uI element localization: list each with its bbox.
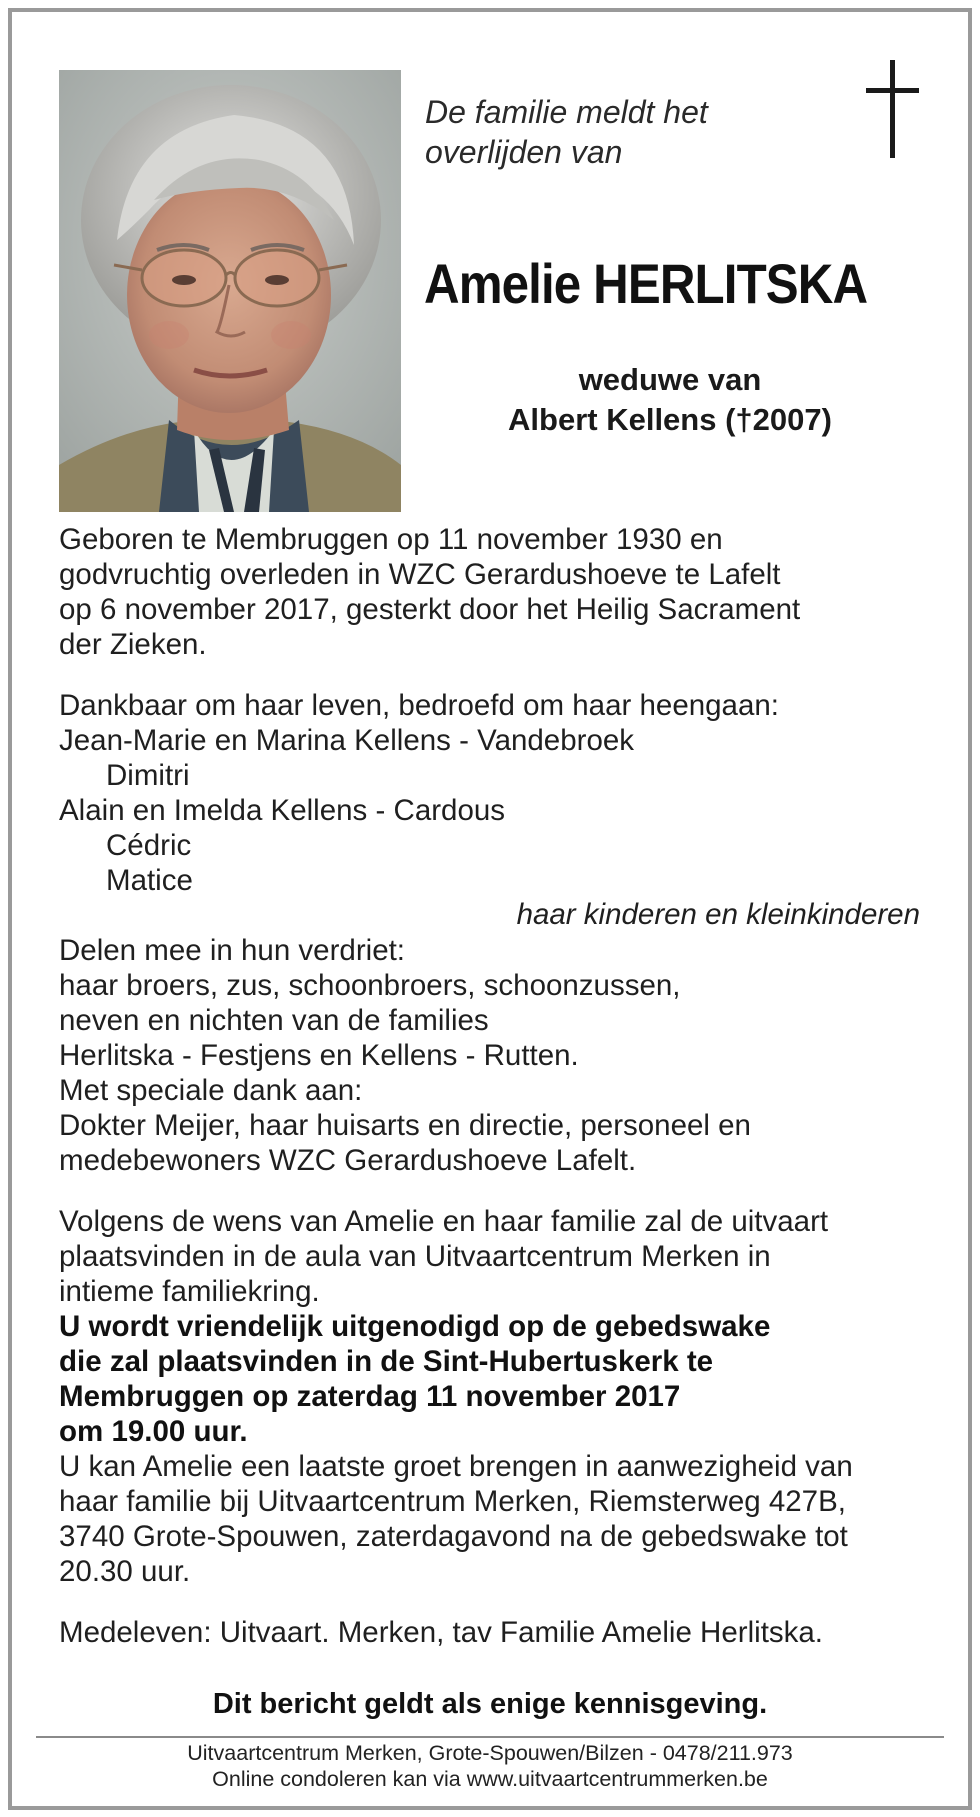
text-line: die zal plaatsvinden in de Sint-Hubertuskerk te <box>59 1345 714 1378</box>
text-line: U wordt vriendelijk uitgenodigd op de gebedswake <box>59 1310 771 1343</box>
widow-of <box>430 360 910 440</box>
grandchild-name: Cédric <box>106 829 192 862</box>
family-list <box>59 688 939 898</box>
text-line: 3740 Grote-Spouwen, zaterdagavond na de gebedswake tot <box>59 1520 848 1553</box>
widow-label: weduwe van <box>578 362 762 397</box>
condolence-line: Medeleven: Uitvaart. Merken, tav Familie Amelie Herlitska. <box>59 1616 823 1649</box>
vigil-invitation <box>59 1309 939 1449</box>
text-line: intieme familiekring. <box>59 1275 320 1308</box>
text-line: der Zieken. <box>59 628 207 661</box>
text-line: 20.30 uur. <box>59 1555 191 1588</box>
text-line: medebewoners WZC Gerardushoeve Lafelt. <box>59 1144 637 1177</box>
text-line: plaatsvinden in de aula van Uitvaartcentrum Merken in <box>59 1240 771 1273</box>
shared-grief-paragraph <box>59 933 939 1178</box>
text-line: haar familie bij Uitvaartcentrum Merken, Riemsterweg 427B, <box>59 1485 846 1518</box>
family-signature: haar kinderen en kleinkinderen <box>516 898 920 931</box>
text-line: neven en nichten van de families <box>59 1004 489 1037</box>
family-couple: Jean-Marie en Marina Kellens - Vandebroek <box>59 724 635 757</box>
family-heading: Dankbaar om haar leven, bedroefd om haar heengaan: <box>59 689 779 722</box>
text-line: Dokter Meijer, haar huisarts en directie, personeel en <box>59 1109 751 1142</box>
portrait-photo <box>59 70 401 512</box>
visit-paragraph <box>59 1449 939 1589</box>
text-line: om 19.00 uur. <box>59 1415 248 1448</box>
grandchild-name: Matice <box>106 864 193 897</box>
text-line: Delen mee in hun verdriet: <box>59 934 405 967</box>
text-line: U kan Amelie een laatste groet brengen in aanwezigheid van <box>59 1450 853 1483</box>
footer-divider <box>36 1736 944 1738</box>
footer-condolence-link[interactable]: Online condoleren kan via www.uitvaartcentrummerken.be <box>212 1767 768 1791</box>
text-line: Volgens de wens van Amelie en haar familie zal de uitvaart <box>59 1205 829 1238</box>
funeral-paragraph <box>59 1204 939 1309</box>
intro-line-1: De familie meldt het <box>425 94 708 130</box>
footer <box>40 1740 940 1792</box>
text-line: haar broers, zus, schoonbroers, schoonzussen, <box>59 969 681 1002</box>
condolence-paragraph <box>59 1615 939 1650</box>
text-line: Geboren te Membruggen op 11 november 1930 en <box>59 523 723 556</box>
spouse-name: Albert Kellens (†2007) <box>508 402 832 437</box>
text-line: Met speciale dank aan: <box>59 1074 363 1107</box>
family-couple: Alain en Imelda Kellens - Cardous <box>59 794 506 827</box>
text-line: Membruggen op zaterdag 11 november 2017 <box>59 1380 681 1413</box>
deceased-name: Amelie HERLITSKA <box>424 252 868 315</box>
cross-icon <box>864 60 920 160</box>
text-line: op 6 november 2017, gesterkt door het Heilig Sacrament <box>59 593 801 626</box>
birth-death-paragraph <box>59 522 939 662</box>
grandchild-name: Dimitri <box>106 759 190 792</box>
text-line: Herlitska - Festjens en Kellens - Rutten. <box>59 1039 579 1072</box>
footer-contact: Uitvaartcentrum Merken, Grote-Spouwen/Bilzen - 0478/211.973 <box>187 1741 793 1765</box>
announcement-intro <box>425 92 805 172</box>
notice-statement: Dit bericht geldt als enige kennisgeving. <box>212 1688 768 1720</box>
text-line: godvruchtig overleden in WZC Gerardushoeve te Lafelt <box>59 558 781 591</box>
intro-line-2: overlijden van <box>425 134 623 170</box>
